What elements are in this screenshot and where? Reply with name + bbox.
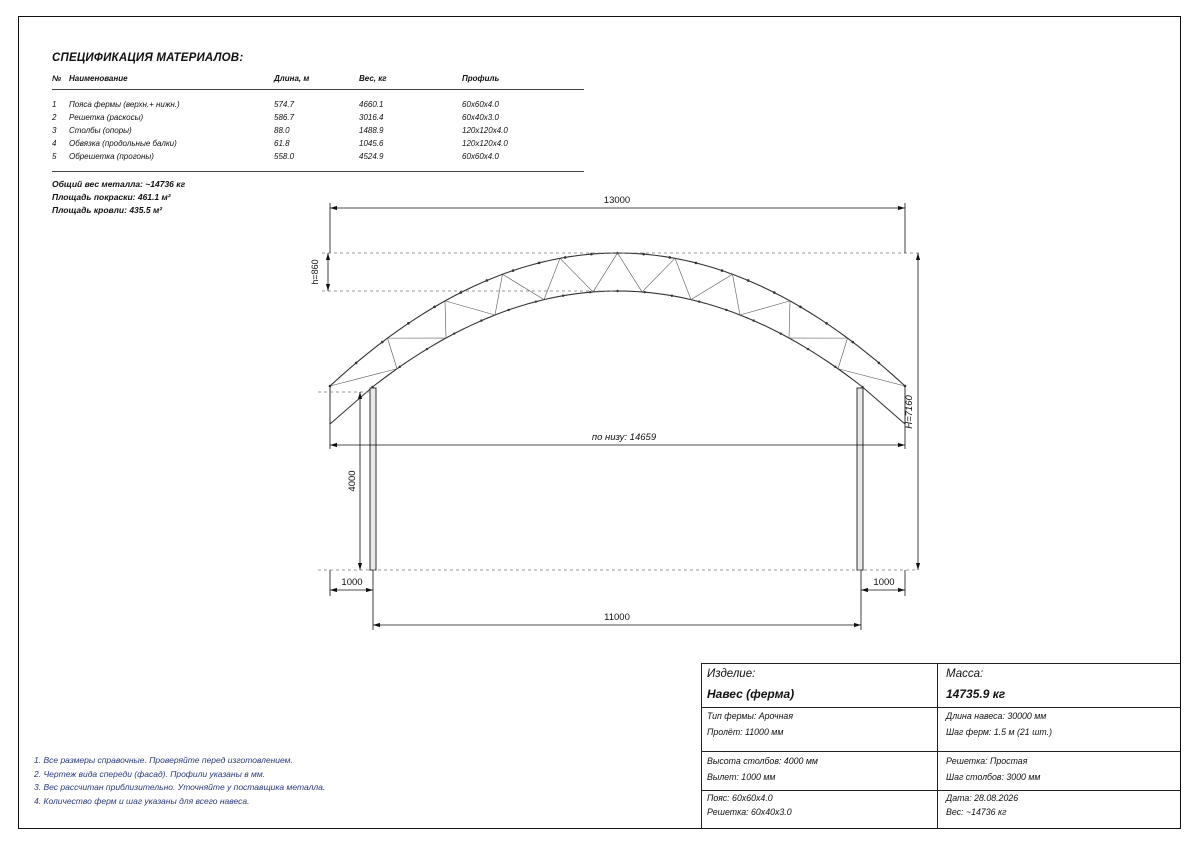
dim-1000-left-label: 1000: [341, 577, 363, 588]
bottom-chord-node: [426, 348, 428, 350]
lattice-diagonal: [445, 301, 495, 315]
title-block: [701, 663, 1181, 829]
left-end-brace: [330, 387, 373, 424]
bottom-chord-node: [780, 332, 782, 334]
arch-truss: [329, 252, 907, 424]
cell-name: Обрешетка (прогоны): [69, 152, 154, 161]
cell-profile: 60x40x3.0: [462, 113, 499, 122]
cell-weight: 1045.6: [359, 139, 384, 148]
column-pitch: Шаг столбов: 3000 мм: [946, 772, 1041, 782]
title-block-border-top: [701, 663, 1181, 664]
top-chord-node: [564, 256, 567, 259]
bottom-chord-node: [453, 332, 455, 334]
dim-H7160-label: H=7160: [904, 395, 915, 429]
cell-number: 5: [52, 152, 57, 161]
top-chord-node: [486, 279, 489, 282]
cell-name: Решетка (раскосы): [69, 113, 144, 122]
top-chord-node: [695, 262, 698, 265]
overhang: Вылет: 1000 мм: [707, 772, 776, 782]
lattice-diagonal: [503, 274, 545, 299]
date: Дата: 28.08.2026: [946, 793, 1019, 803]
cell-number: 4: [52, 139, 57, 148]
cell-name: Обвязка (продольные балки): [69, 139, 177, 148]
cell-name: Пояса фермы (верхн.+ нижн.): [69, 100, 180, 109]
note-4: 4. Количество ферм и шаг указаны для всего навеса.: [34, 795, 250, 806]
cell-number: 3: [52, 126, 57, 135]
bottom-chord-node: [399, 366, 401, 368]
lattice-profile: Решетка: 60x40x3.0: [707, 807, 792, 817]
summary-roof-area: Площадь кровли: 435.5 м²: [52, 205, 163, 215]
top-chord-node: [355, 362, 358, 365]
cell-length: 574.7: [274, 100, 295, 109]
bottom-chord-node: [589, 291, 591, 293]
cell-length: 558.0: [274, 152, 295, 161]
bottom-chord-node: [480, 319, 482, 321]
top-chord-node: [433, 306, 436, 309]
dim-14659-label: по низу: 14659: [591, 432, 657, 443]
lattice-diagonal: [544, 258, 560, 299]
bottom-chord-node: [725, 309, 727, 311]
title-block-rule: [701, 751, 1181, 752]
cell-profile: 60x60x4.0: [462, 152, 499, 161]
right-end-brace: [863, 387, 906, 424]
bottom-chord-node: [698, 300, 700, 302]
canopy-length: Длина навеса: 30000 мм: [946, 711, 1047, 721]
top-chord-node: [329, 385, 332, 388]
summary-total-weight: Общий вес металла: ~14736 кг: [52, 179, 186, 189]
title-block-rule: [701, 707, 1181, 708]
bottom-chord-node: [507, 309, 509, 311]
top-chord-node: [459, 291, 462, 294]
lattice-diagonal: [733, 274, 741, 315]
lattice-type: Решетка: Простая: [946, 756, 1028, 766]
drawing-notes: [34, 754, 325, 808]
cell-number: 2: [52, 113, 57, 122]
note-1: 1. Все размеры справочные. Проверяйте перед изготовлением.: [34, 755, 293, 765]
cell-weight: 1488.9: [359, 126, 384, 135]
lattice-diagonal: [642, 258, 675, 292]
lattice-diagonal: [789, 301, 790, 338]
title-block-rule: [701, 790, 1181, 791]
header-name: Наименование: [69, 74, 128, 83]
top-chord-node: [825, 322, 828, 325]
bottom-chord-node: [535, 300, 537, 302]
header-length: Длина, м: [274, 74, 310, 83]
dim-11000-label: 11000: [604, 612, 630, 623]
dimension-lines: [318, 203, 920, 630]
support-columns: [370, 388, 863, 570]
lattice-diagonal: [618, 253, 643, 292]
top-chord-node: [851, 341, 854, 344]
product-label: Изделие:: [707, 668, 756, 680]
left-column: [370, 388, 376, 570]
top-chord-node: [407, 322, 410, 325]
dim-h860-label: h=860: [310, 259, 320, 285]
lattice-diagonal: [560, 258, 593, 292]
bottom-chord-node: [644, 291, 646, 293]
dimension-labels: [310, 195, 915, 623]
top-chord-node: [721, 269, 724, 272]
note-3: 3. Вес рассчитан приблизительно. Уточняйте у поставщика металла.: [34, 782, 326, 792]
span: Пролёт: 11000 мм: [707, 727, 784, 737]
lattice-diagonal: [495, 274, 503, 315]
column-height: Высота столбов: 4000 мм: [707, 756, 818, 766]
cell-length: 586.7: [274, 113, 295, 122]
mass-label: Масса:: [946, 668, 984, 680]
cell-name: Столбы (опоры): [69, 126, 132, 135]
cell-length: 61.8: [274, 139, 290, 148]
cell-profile: 60x60x4.0: [462, 100, 499, 109]
lattice-diagonal: [445, 301, 446, 338]
bottom-chord-node: [807, 348, 809, 350]
right-column: [857, 388, 863, 570]
lattice-diagonal: [388, 338, 398, 369]
lattice-diagonal: [593, 253, 618, 292]
bottom-chord-node: [616, 290, 618, 292]
top-chord-node: [904, 385, 907, 388]
summary-paint-area: Площадь покраски: 461.1 м²: [52, 192, 171, 202]
top-chord: [330, 253, 905, 386]
cell-weight: 3016.4: [359, 113, 384, 122]
top-chord-node: [538, 262, 541, 265]
bottom-chord-node: [752, 319, 754, 321]
top-chord-node: [381, 341, 384, 344]
bottom-chord-node: [671, 295, 673, 297]
top-chord-node: [512, 269, 515, 272]
bottom-chord: [373, 291, 863, 387]
lattice-diagonal: [675, 258, 691, 299]
title-block-border-left: [701, 663, 702, 829]
bottom-chord-node: [834, 366, 836, 368]
specification-title: СПЕЦИФИКАЦИЯ МАТЕРИАЛОВ:: [52, 52, 244, 64]
cell-profile: 120x120x4.0: [462, 126, 508, 135]
dim-13000-label: 13000: [603, 195, 631, 206]
top-chord-node: [773, 291, 776, 294]
mass-value: 14735.9 кг: [946, 687, 1006, 701]
top-chord-node: [747, 279, 750, 282]
header-profile: Профиль: [462, 74, 500, 83]
top-chord-node: [668, 256, 671, 259]
truss-pitch: Шаг ферм: 1.5 м (21 шт.): [946, 727, 1053, 737]
title-block-divider: [937, 663, 938, 829]
top-chord-node: [878, 362, 881, 365]
lattice-diagonal: [691, 274, 733, 299]
bottom-chord-node: [562, 295, 564, 297]
lattice-diagonal: [740, 301, 790, 315]
header-number: №: [52, 74, 62, 83]
cell-length: 88.0: [274, 126, 290, 135]
header-weight: Вес, кг: [359, 74, 387, 83]
dim-1000-right-label: 1000: [873, 577, 895, 588]
cell-weight: 4660.1: [359, 100, 384, 109]
note-2: 2. Чертеж вида спереди (фасад). Профили указаны в мм.: [34, 768, 266, 779]
chord-profile: Пояс: 60x60x4.0: [707, 793, 773, 803]
weight: Вес: ~14736 кг: [946, 807, 1007, 817]
top-chord-node: [799, 306, 802, 309]
cell-profile: 120x120x4.0: [462, 139, 508, 148]
dim-4000-label: 4000: [347, 470, 358, 492]
cell-number: 1: [52, 100, 57, 109]
cell-weight: 4524.9: [359, 152, 384, 161]
lattice-diagonal: [838, 338, 848, 369]
product-value: Навес (ферма): [707, 687, 795, 701]
truss-type: Тип фермы: Арочная: [707, 711, 794, 721]
